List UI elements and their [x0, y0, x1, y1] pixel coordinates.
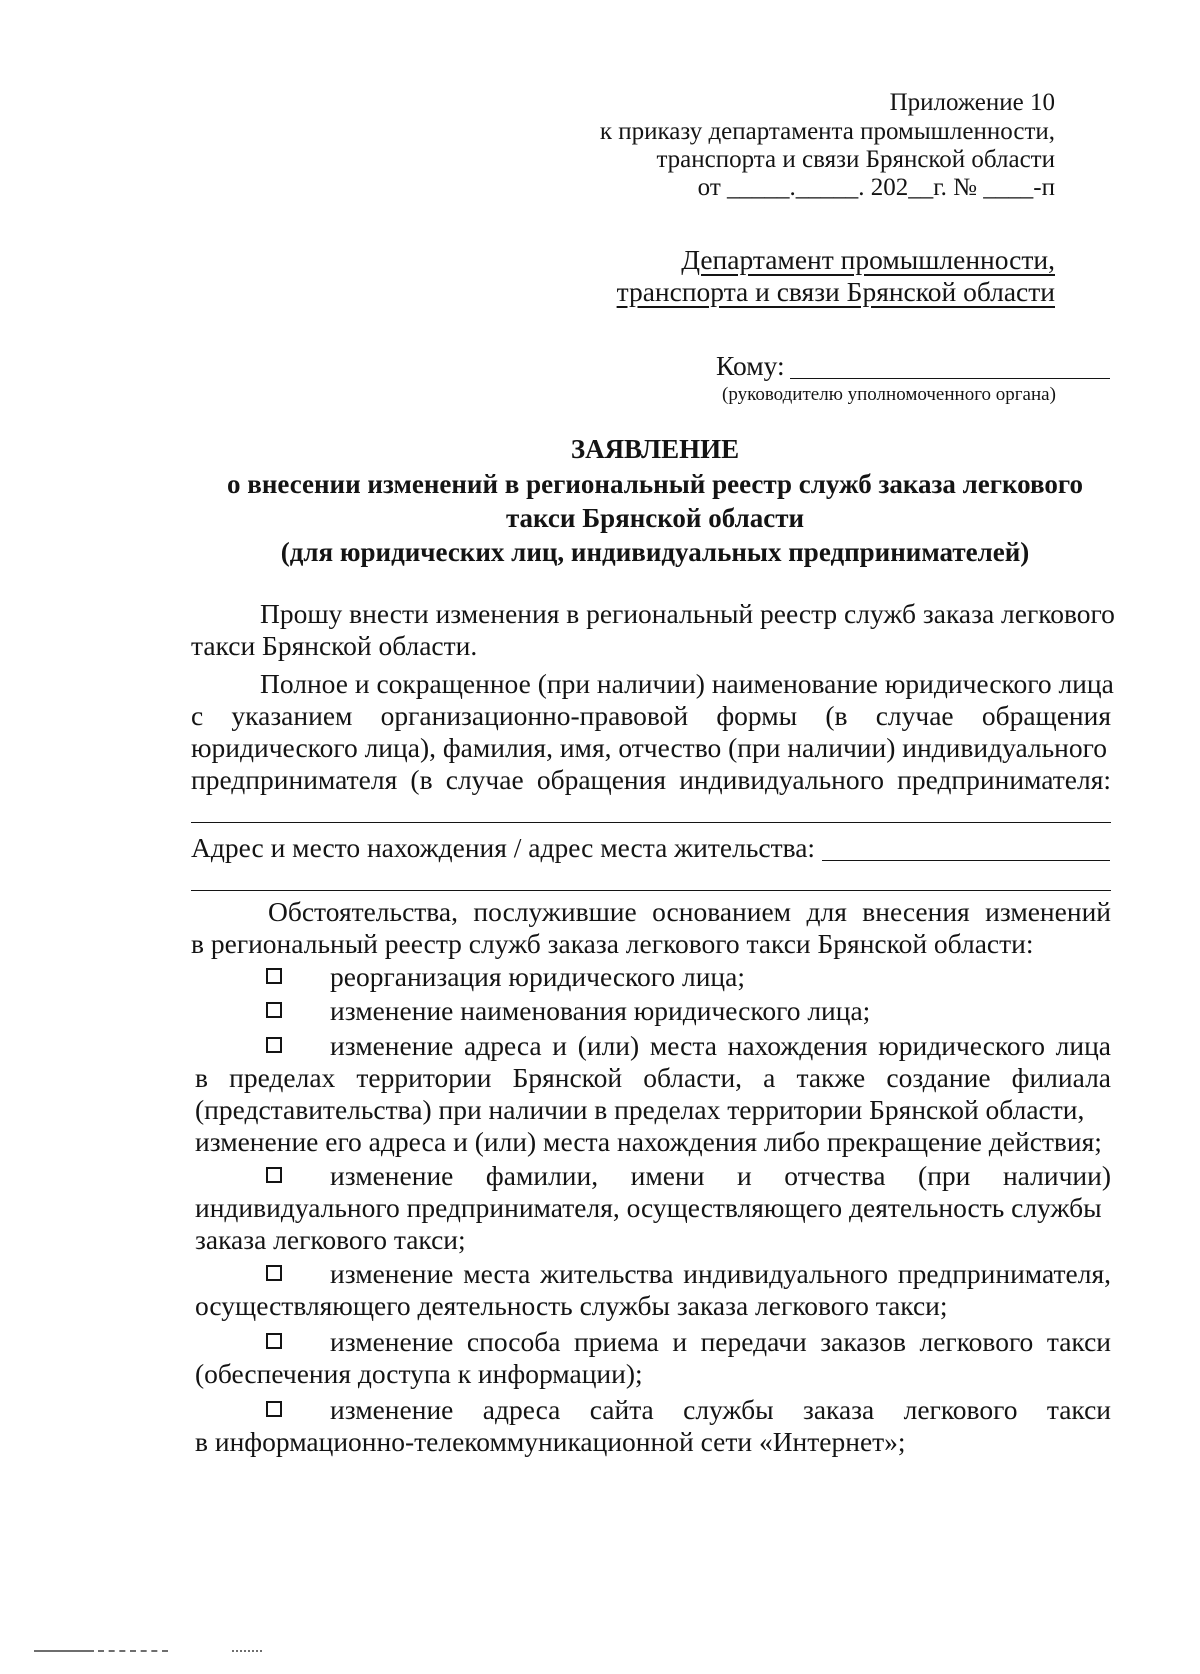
- option-residence-change-line-1: [330, 1258, 1111, 1290]
- option-order-method-change-line-1: [330, 1326, 1111, 1358]
- name-line-4-text: предпринимателя (в случае обращения индивидуального предпринимателя:: [191, 764, 1111, 795]
- department-line-2: транспорта и связи Брянской области: [616, 276, 1055, 307]
- appendix-date-line: от _____._____. 202__г. № ____-п: [697, 174, 1055, 201]
- document-subtitle-2: такси Брянской области: [505, 503, 805, 533]
- circumstances-line-1-text: Обстоятельства, послужившие основанием для внесения изменений: [268, 896, 1111, 927]
- appendix-line-3: транспорта и связи Брянской области: [656, 146, 1055, 173]
- option-order-method-change-line-1-text: изменение способа приема и передачи заказов легкового такси: [330, 1326, 1111, 1357]
- to-field-line[interactable]: [790, 378, 1110, 379]
- name-line-2-text: с указанием организационно-правовой формы (в случае обращения: [191, 700, 1111, 731]
- checkbox-order-method-change[interactable]: [266, 1333, 282, 1349]
- option-order-method-change-line-2: (обеспечения доступа к информации);: [195, 1358, 643, 1389]
- option-fio-change-line-1: [330, 1160, 1111, 1192]
- name-line-1: Полное и сокращенное (при наличии) наименование юридического лица: [260, 668, 1114, 699]
- circumstances-line-1: [268, 896, 1111, 928]
- circumstances-line-2: в региональный реестр служб заказа легкового такси Брянской области:: [191, 928, 1034, 959]
- document-subtitle-1: о внесении изменений в региональный реестр служб заказа легкового: [227, 469, 1083, 499]
- option-address-change-line-3: (представительства) при наличии в пределах территории Брянской области,: [195, 1094, 1085, 1125]
- checkbox-residence-change[interactable]: [266, 1265, 282, 1281]
- option-address-change-line-2: [195, 1062, 1111, 1094]
- option-fio-change-line-2: индивидуального предпринимателя, осуществляющего деятельность службы: [195, 1192, 1102, 1223]
- to-hint: (руководителю уполномоченного органа): [722, 384, 1056, 405]
- name-line-2: [191, 700, 1111, 732]
- name-line-3: юридического лица), фамилия, имя, отчество (при наличии) индивидуального: [191, 732, 1107, 763]
- document-title: ЗАЯВЛЕНИЕ: [570, 434, 740, 464]
- checkbox-fio-change[interactable]: [266, 1167, 282, 1183]
- option-website-change-line-2: в информационно-телекоммуникационной сети «Интернет»;: [195, 1426, 906, 1457]
- scan-artifact-1: [34, 1650, 94, 1652]
- option-residence-change-line-1-text: изменение места жительства индивидуального предпринимателя,: [330, 1258, 1111, 1289]
- to-label: Кому:: [716, 350, 785, 381]
- name-field-line[interactable]: [191, 822, 1111, 823]
- appendix-line-1: Приложение 10: [889, 89, 1055, 116]
- option-address-change-line-1-text: изменение адреса и (или) места нахождения юридического лица: [330, 1030, 1111, 1061]
- option-address-change-line-1: [330, 1030, 1111, 1062]
- option-name-change: изменение наименования юридического лица;: [330, 995, 871, 1026]
- request-line-1: Прошу внести изменения в региональный реестр служб заказа легкового: [260, 598, 1115, 629]
- option-reorganization: реорганизация юридического лица;: [330, 961, 745, 992]
- option-website-change-line-1-text: изменение адреса сайта службы заказа легкового такси: [330, 1394, 1111, 1425]
- option-address-change-line-2-text: в пределах территории Брянской области, а также создание филиала: [195, 1062, 1111, 1093]
- option-address-change-line-4: изменение его адреса и (или) места нахождения либо прекращение действия;: [195, 1126, 1102, 1157]
- address-field-line-1[interactable]: [822, 860, 1110, 861]
- department-line-1: Департамент промышленности,: [681, 244, 1055, 275]
- checkbox-name-change[interactable]: [266, 1002, 282, 1018]
- option-residence-change-line-2: осуществляющего деятельность службы заказа легкового такси;: [195, 1290, 948, 1321]
- address-field-line-2[interactable]: [191, 890, 1111, 891]
- option-fio-change-line-1-text: изменение фамилии, имени и отчества (при наличии): [330, 1160, 1111, 1191]
- request-line-2: такси Брянской области.: [191, 630, 478, 661]
- scan-artifact-2: [98, 1650, 168, 1652]
- checkbox-address-change[interactable]: [266, 1037, 282, 1053]
- option-fio-change-line-3: заказа легкового такси;: [195, 1224, 466, 1255]
- name-line-4: [191, 764, 1111, 796]
- checkbox-reorganization[interactable]: [266, 968, 282, 984]
- checkbox-website-change[interactable]: [266, 1401, 282, 1417]
- appendix-line-2: к приказу департамента промышленности,: [599, 118, 1055, 145]
- address-label: Адрес и место нахождения / адрес места жительства:: [191, 832, 816, 863]
- option-website-change-line-1: [330, 1394, 1111, 1426]
- scan-artifact-3: [232, 1650, 262, 1652]
- document-subtitle-3: (для юридических лиц, индивидуальных предпринимателей): [280, 537, 1030, 567]
